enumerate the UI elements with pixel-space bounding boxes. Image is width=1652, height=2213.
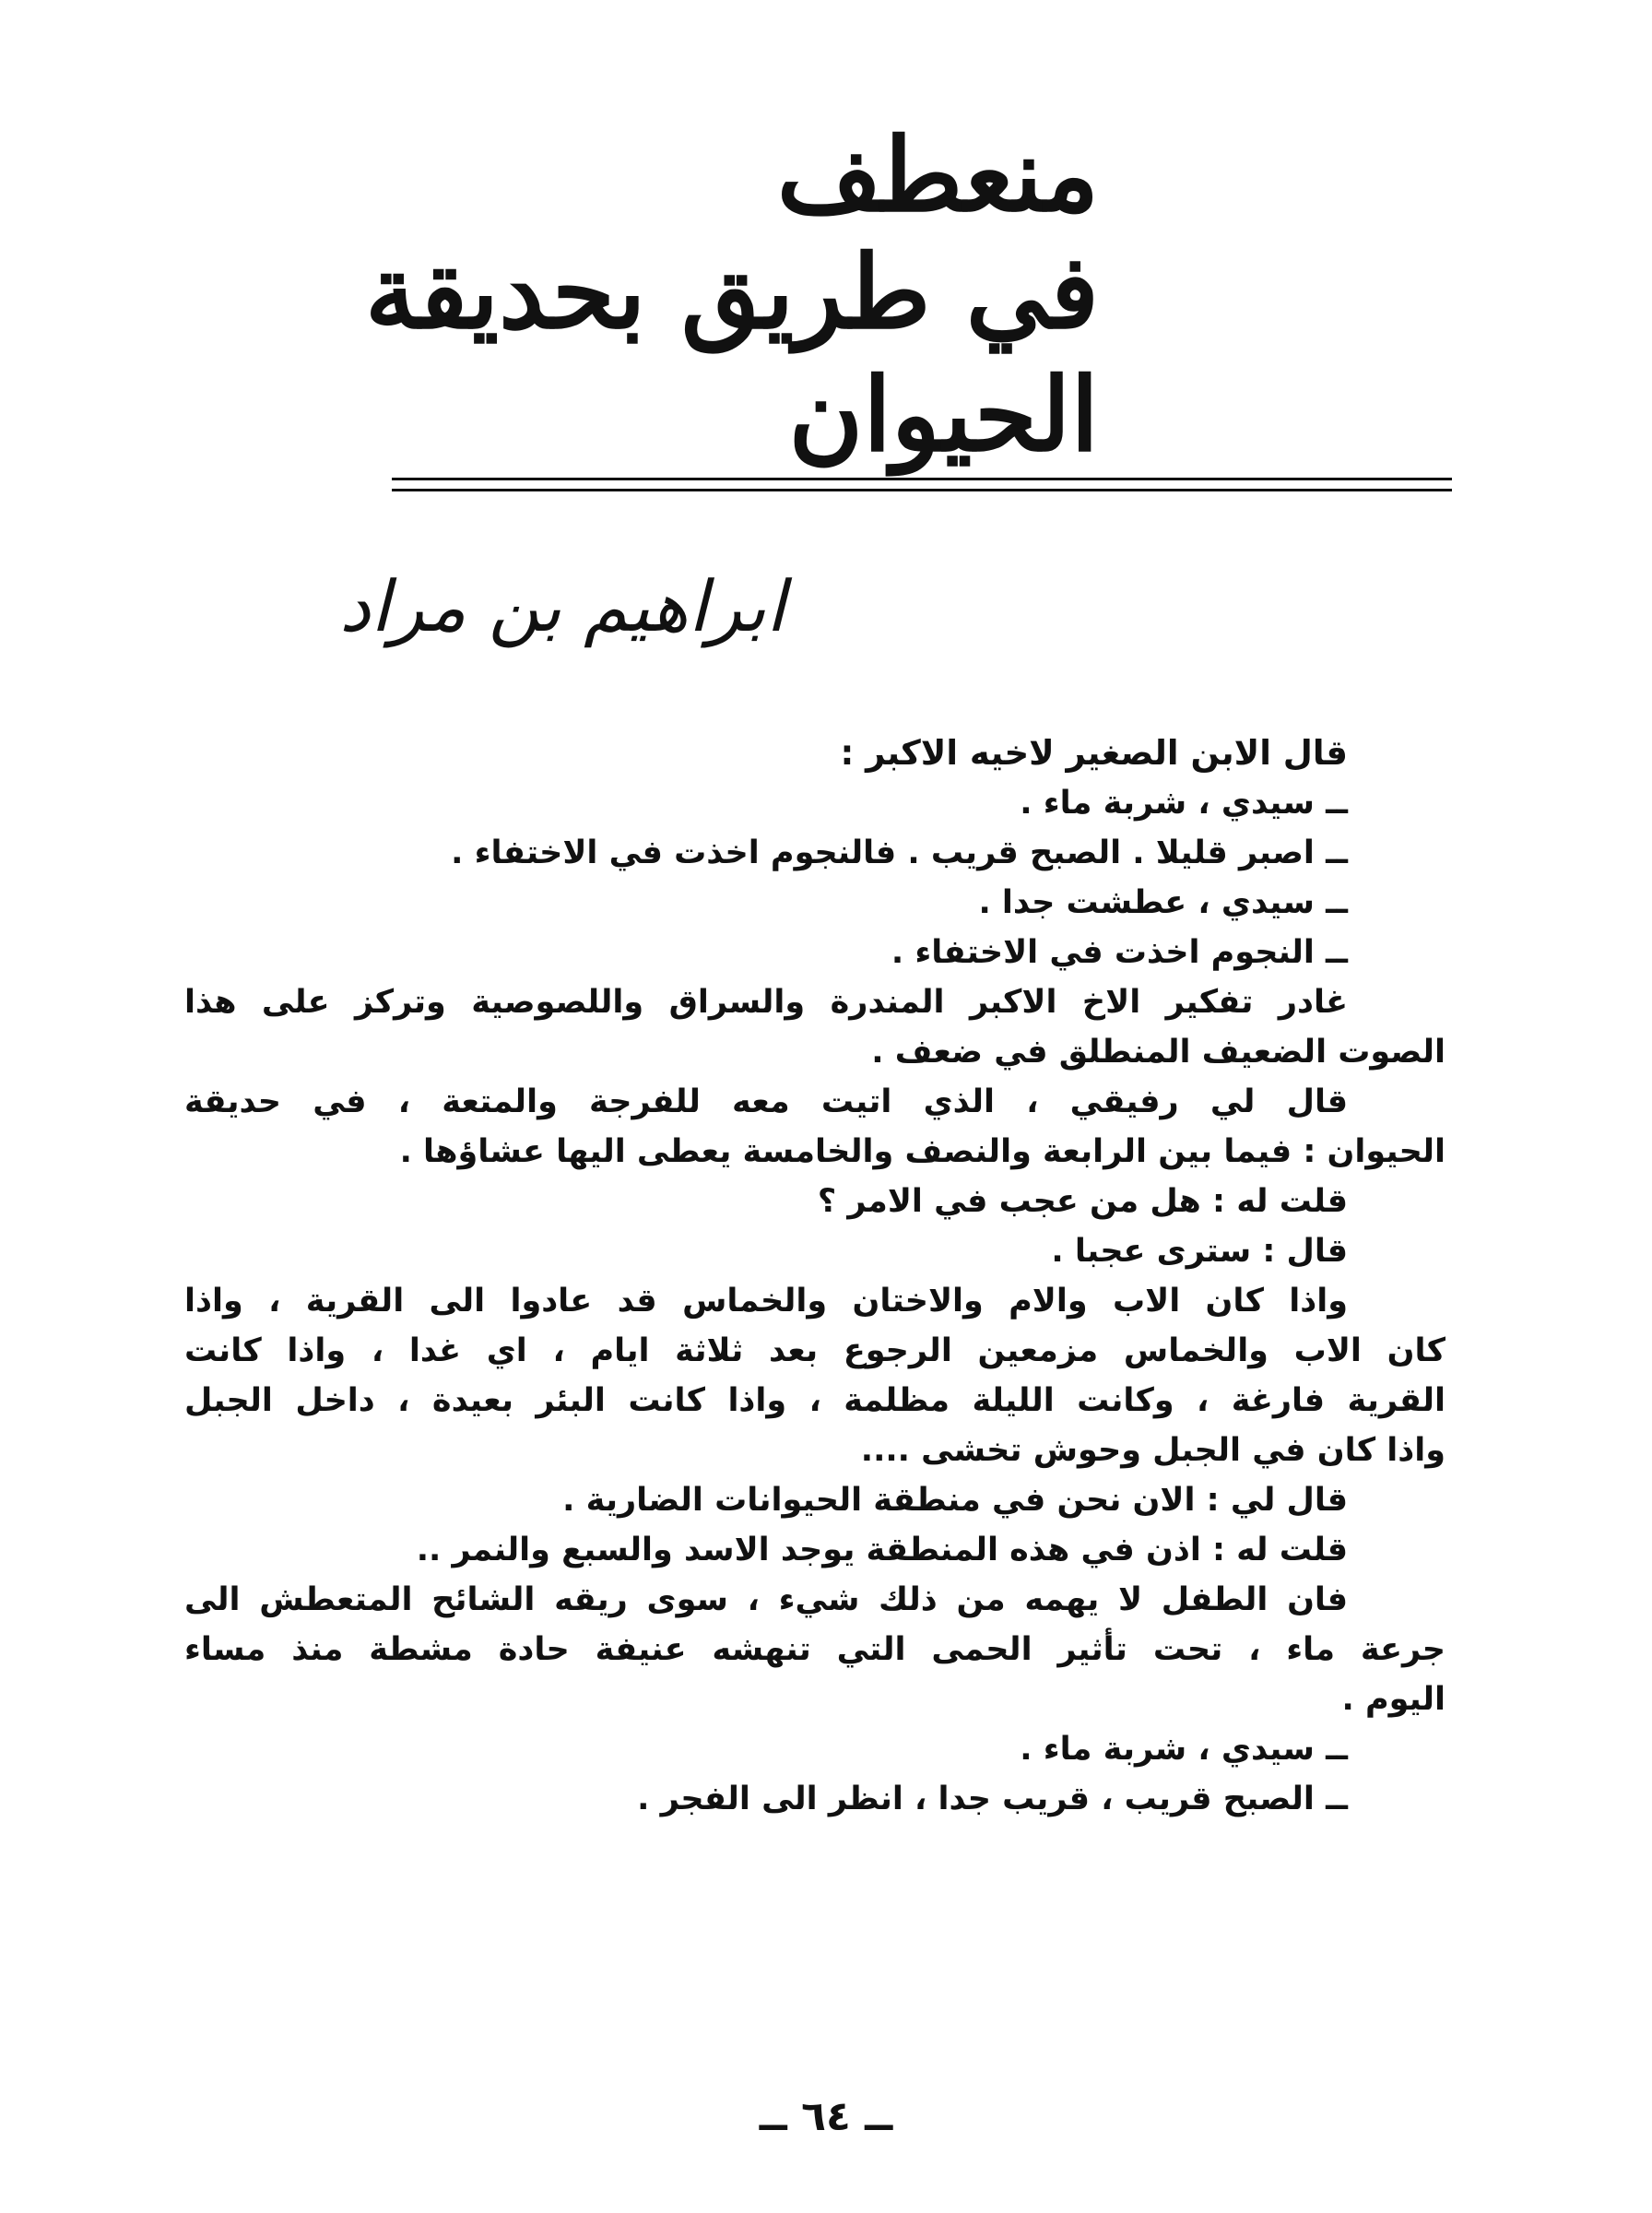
body-line: قال : سترى عجبا . — [1051, 1233, 1348, 1270]
body-line: ــ سيدي ، شربة ماء . — [1020, 785, 1348, 822]
body-line: ــ اصبر قليلا . الصبح قريب . فالنجوم اخذت في الاختفاء . — [451, 834, 1348, 871]
body-line: الصوت الضعيف المنطلق في ضعف . — [871, 1034, 1446, 1071]
body-line: قلت له : اذن في هذه المنطقة يوجد الاسد والسبع والنمر .. — [416, 1532, 1348, 1568]
body-line: ــ سيدي ، عطشت جدا . — [978, 884, 1348, 921]
body-line: واذا كان في الجبل وحوش تخشى .... — [860, 1432, 1446, 1469]
body-line: غادر تفكير الاخ الاكبر المندرة والسراق واللصوصية وتركز على هذا — [184, 984, 1348, 1021]
body-line: اليوم . — [1341, 1681, 1446, 1718]
title-divider-bottom — [392, 489, 1452, 491]
title-line-2: في طريق بحديقة — [364, 232, 1099, 351]
title-line-3: الحيوان — [788, 355, 1099, 474]
story-body — [184, 728, 1446, 1824]
body-line: ــ الصبح قريب ، قريب جدا ، انظر الى الفجر . — [637, 1781, 1348, 1817]
body-line: قال الابن الصغير لاخيه الاكبر : — [840, 733, 1348, 773]
body-line: الحيوان : فيما بين الرابعة والنصف والخامسة يعطى اليها عشاؤها . — [399, 1133, 1446, 1170]
body-line: ــ سيدي ، شربة ماء . — [1020, 1731, 1348, 1768]
body-line: قال لي رفيقي ، الذي اتيت معه للفرجة والمتعة ، في حديقة — [184, 1083, 1348, 1120]
body-line: كان الاب والخماس مزمعين الرجوع بعد ثلاثة ايام ، اي غدا ، واذا كانت — [184, 1332, 1446, 1369]
body-line: واذا كان الاب والام والاختان والخماس قد عادوا الى القرية ، واذا — [184, 1283, 1348, 1320]
body-line: ــ النجوم اخذت في الاختفاء . — [891, 934, 1348, 971]
page-number: ــ ٦٤ ــ — [759, 2093, 893, 2140]
title-line-1: منعطف — [776, 115, 1099, 234]
body-line: قال لي : الان نحن في منطقة الحيوانات الضارية . — [562, 1482, 1348, 1519]
title-divider-top — [392, 478, 1452, 480]
body-line: جرعة ماء ، تحت تأثير الحمى التي تنهشه عنيفة حادة مشطة منذ مساء — [184, 1631, 1446, 1668]
body-line: قلت له : هل من عجب في الامر ؟ — [817, 1183, 1348, 1220]
body-line: القرية فارغة ، وكانت الليلة مظلمة ، واذا كانت البئر بعيدة ، داخل الجبل — [184, 1382, 1446, 1419]
body-line: فان الطفل لا يهمه من ذلك شيء ، سوى ريقه الشائح المتعطش الى — [184, 1581, 1348, 1618]
author-signature: ابراهيم بن مراد — [339, 565, 785, 647]
